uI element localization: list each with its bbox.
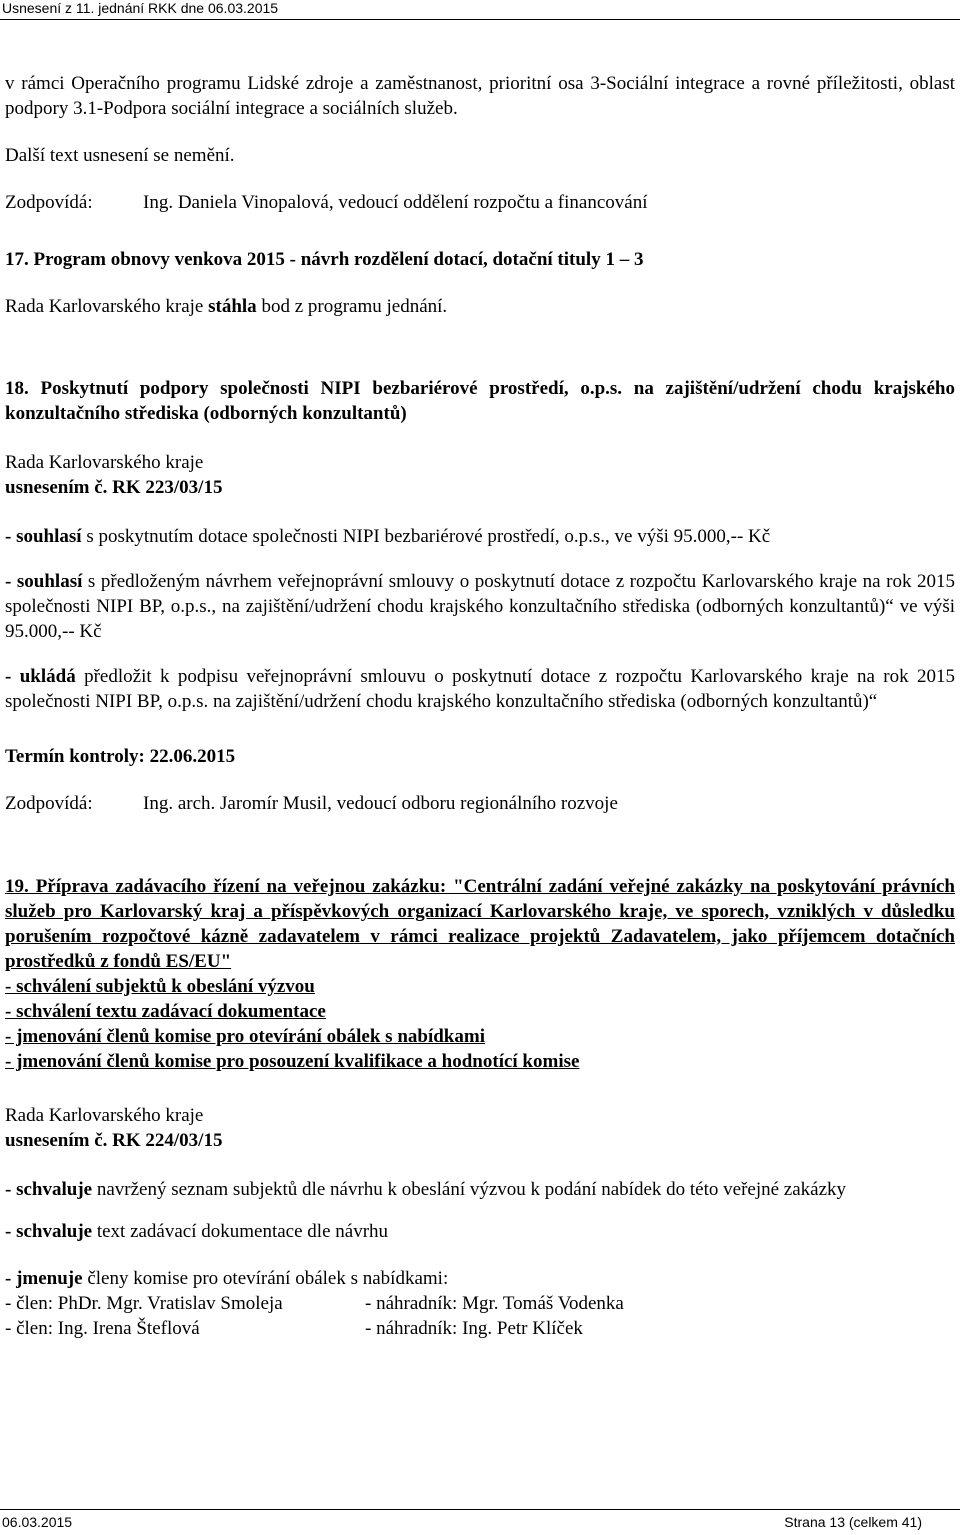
intro-paragraph: v rámci Operačního programu Lidské zdroje a zaměstnanost, prioritní osa 3-Sociální integrace a rovné příležitosti, oblast podpory 3.1-Podpora sociální integrace a sociálních služeb. — [5, 73, 955, 119]
other-text-note: Další text usnesení se nemění. — [5, 145, 235, 166]
item-19-point-1 — [5, 1177, 955, 1202]
item-18-point-3-text: předložit k podpisu veřejnoprávní smlouvu o poskytnutí dotace z rozpočtu Karlovarského kraje na rok 2015 společnosti NIPI BP, o.p.s. na zajištění/udržení chodu krajského konzultačního střediska (odborných konzultantů)“ — [5, 666, 955, 712]
item-17-text — [5, 294, 955, 319]
item-19-point-3-verb: - jmenuje — [5, 1268, 83, 1289]
footer-divider — [0, 1509, 960, 1510]
item-17-title: 17. Program obnovy venkova 2015 - návrh rozdělení dotací, dotační tituly 1 – 3 — [5, 249, 644, 270]
committee-member: - člen: Ing. Irena Šteflová — [5, 1318, 200, 1339]
committee-substitute: - náhradník: Mgr. Tomáš Vodenka — [365, 1293, 624, 1314]
item-19-resolution: usnesením č. RK 224/03/15 — [5, 1130, 223, 1151]
item-19-title: 19. Příprava zadávacího řízení na veřejnou zakázku: "Centrální zadání veřejné zakázky na poskytování právních služeb pro Karlovarský kraj a příspěvkových organizací Karlovarského kraje, ve sporech, vzniklých v důsledku porušením rozpočtové kázně zadavatelem v rámci realizace projektů Zadavatelem, jako příjemcem dotačních prostředků z fondů ES/EU" — [5, 876, 955, 972]
committee-substitute: - náhradník: Ing. Petr Klíček — [365, 1318, 583, 1339]
committee-member: - člen: PhDr. Mgr. Vratislav Smoleja — [5, 1293, 283, 1314]
item-18-council: Rada Karlovarského kraje — [5, 452, 204, 473]
document-header: Usnesení z 11. jednání RKK dne 06.03.2015 — [2, 0, 279, 16]
committee-member-row — [5, 1291, 955, 1316]
item-18-responsible-value: Ing. arch. Jaromír Musil, vedoucí odboru regionálního rozvoje — [143, 793, 618, 814]
item-18-point-3 — [5, 664, 955, 714]
item-18-point-1-text: s poskytnutím dotace společnosti NIPI bezbariérové prostředí, o.p.s., ve výši 95.000,-- Kč — [81, 526, 771, 547]
item-18-deadline: Termín kontroly: 22.06.2015 — [5, 746, 236, 767]
item-18-point-1 — [5, 524, 955, 549]
item-17-text-pre: Rada Karlovarského kraje — [5, 296, 209, 317]
document-body — [5, 71, 955, 1341]
footer-page-number: Strana 13 (celkem 41) — [784, 1514, 922, 1530]
item-19-point-3-text: členy komise pro otevírání obálek s nabídkami: — [82, 1268, 449, 1289]
item-17-text-post: bod z programu jednání. — [256, 296, 448, 317]
responsible-line — [5, 190, 955, 215]
item-18-point-2-text: s předloženým návrhem veřejnoprávní smlouvy o poskytnutí dotace z rozpočtu Karlovarského kraje na rok 2015 společnosti NIPI BP, o.p.s., na zajištění/udržení chodu krajského konzultačního střediska (odborných konzultantů)“ ve výši 95.000,-- Kč — [5, 571, 956, 642]
item-18-point-3-verb: - ukládá — [5, 666, 76, 687]
committee-member-row — [5, 1316, 955, 1341]
item-19-point-2-verb: - schvaluje — [5, 1221, 93, 1242]
item-19-subtitle-3: - jmenování členů komise pro otevírání obálek s nabídkami — [5, 1026, 485, 1047]
item-19-point-1-text: navržený seznam subjektů dle návrhu k obeslání výzvou k podání nabídek do této veřejné zakázky — [92, 1179, 847, 1200]
item-18-point-1-verb: - souhlasí — [5, 526, 82, 547]
header-divider — [0, 19, 960, 20]
item-19-point-2 — [5, 1219, 955, 1244]
item-18-responsible-label: Zodpovídá: — [5, 793, 93, 814]
document-footer — [0, 1514, 960, 1534]
item-18-point-2 — [5, 569, 955, 644]
item-19-subtitle-2: - schválení textu zadávací dokumentace — [5, 1001, 326, 1022]
item-18-resolution: usnesením č. RK 223/03/15 — [5, 477, 223, 498]
item-19-subtitle-1: - schválení subjektů k obeslání výzvou — [5, 976, 315, 997]
item-19-point-1-verb: - schvaluje — [5, 1179, 93, 1200]
item-19-point-3 — [5, 1266, 955, 1291]
responsible-value: Ing. Daniela Vinopalová, vedoucí oddělení rozpočtu a financování — [143, 192, 648, 213]
responsible-label: Zodpovídá: — [5, 192, 93, 213]
item-17-text-bold: stáhla — [208, 296, 257, 317]
item-18-title: 18. Poskytnutí podpory společnosti NIPI bezbariérové prostředí, o.p.s. na zajištění/udržení chodu krajského konzultačního střediska (odborných konzultantů) — [5, 378, 955, 424]
item-19-point-2-text: text zadávací dokumentace dle návrhu — [92, 1221, 389, 1242]
item-18-point-2-verb: - souhlasí — [5, 571, 83, 592]
item-19-council: Rada Karlovarského kraje — [5, 1105, 204, 1126]
footer-date: 06.03.2015 — [2, 1514, 73, 1530]
item-18-responsible-line — [5, 791, 955, 816]
item-19-subtitle-4: - jmenování členů komise pro posouzení kvalifikace a hodnotící komise — [5, 1051, 580, 1072]
